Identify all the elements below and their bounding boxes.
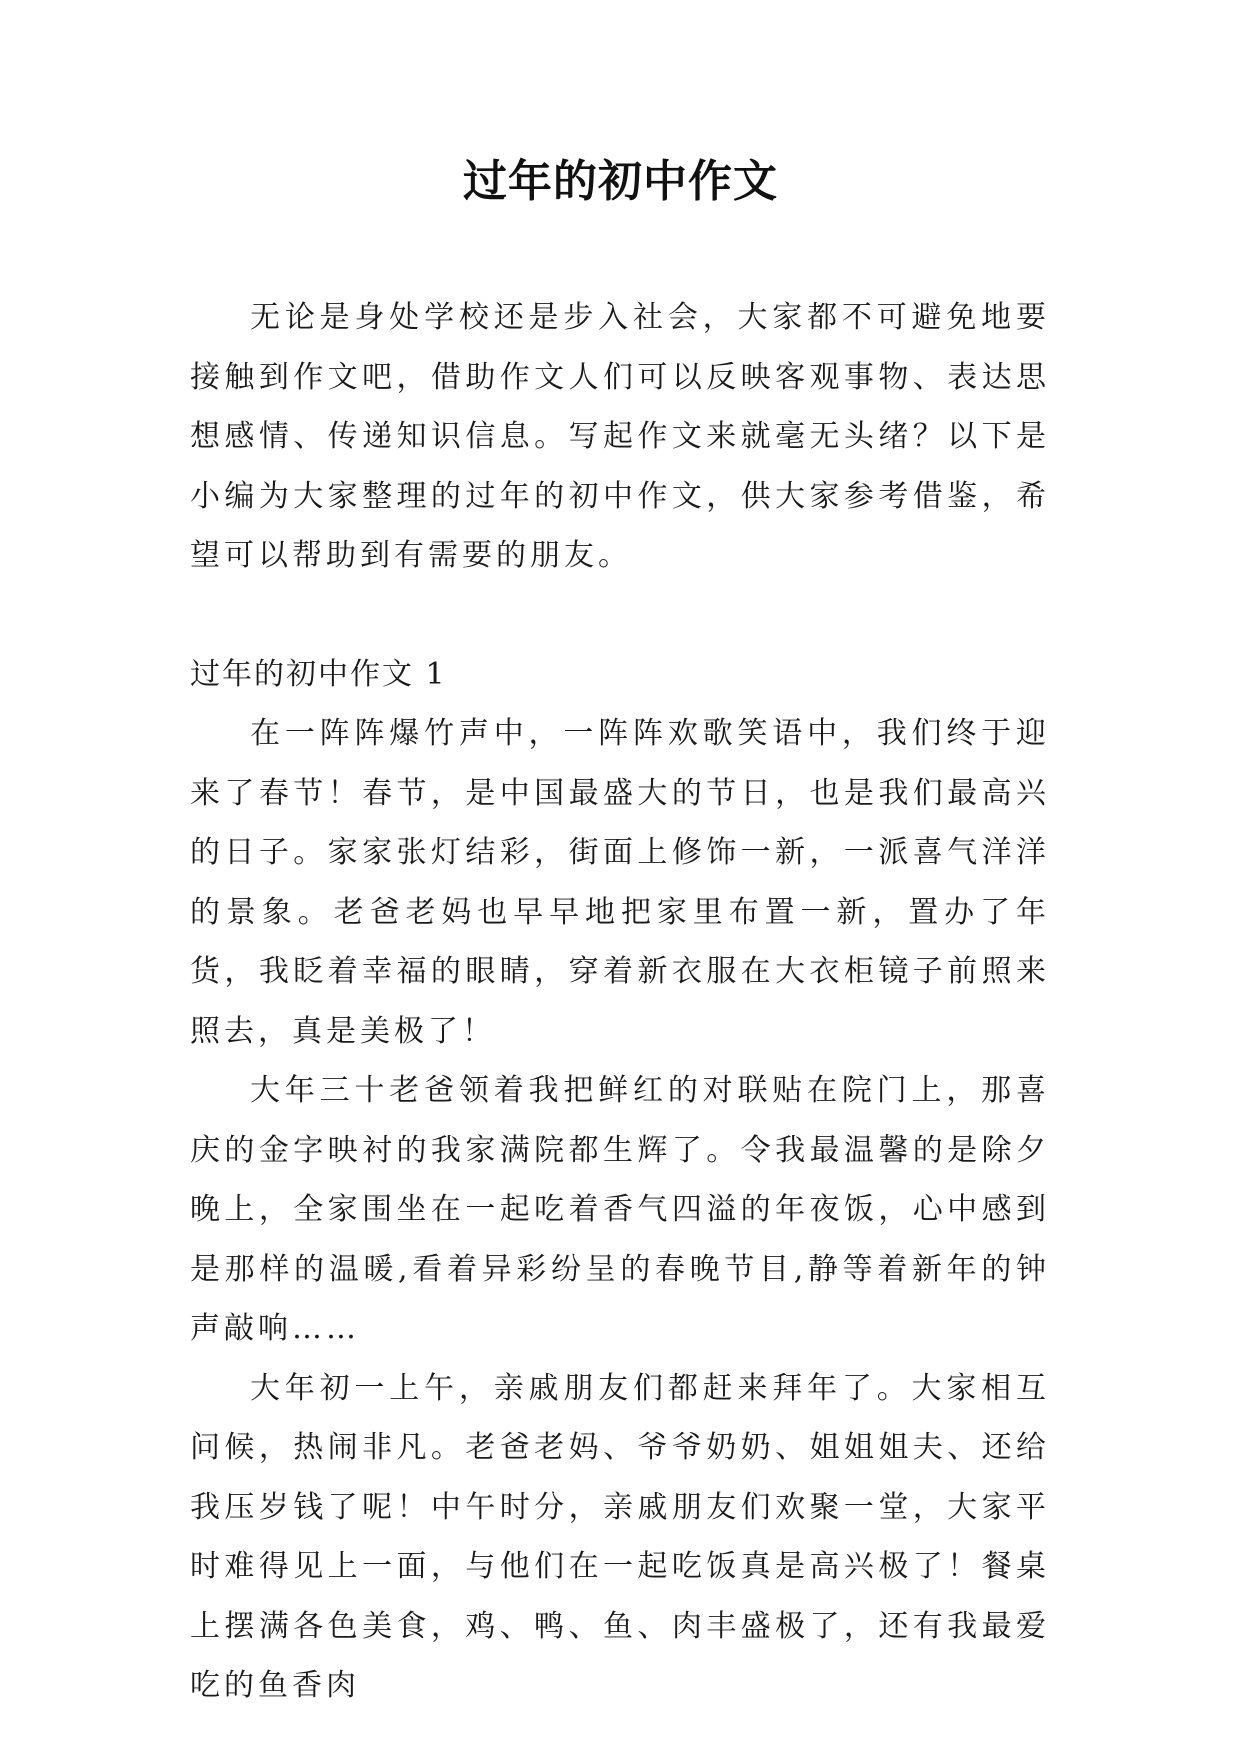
document-body [190, 288, 1050, 1716]
intro-paragraph: 无论是身处学校还是步入社会，大家都不可避免地要接触到作文吧，借助作文人们可以反映客观事物、表达思想感情、传递知识信息。写起作文来就毫无头绪？以下是小编为大家整理的过年的初中作文，供大家参考借鉴，希望可以帮助到有需要的朋友。 [190, 300, 1050, 573]
body-paragraph: 大年初一上午，亲戚朋友们都赶来拜年了。大家相互问候，热闹非凡。老爸老妈、爷爷奶奶、姐姐姐夫、还给我压岁钱了呢！中午时分，亲戚朋友们欢聚一堂，大家平时难得见上一面，与他们在一起吃饭真是高兴极了！餐桌上摆满各色美食，鸡、鸭、鱼、肉丰盛极了，还有我最爱吃的鱼香肉 [190, 1370, 1050, 1703]
body-paragraph: 大年三十老爸领着我把鲜红的对联贴在院门上，那喜庆的金字映衬的我家满院都生辉了。令我最温馨的是除夕晚上，全家围坐在一起吃着香气四溢的年夜饭，心中感到是那样的温暖,看着异彩纷呈的春晚节目,静等着新年的钟声敲响…… [190, 1073, 1050, 1346]
body-paragraph: 在一阵阵爆竹声中，一阵阵欢歌笑语中，我们终于迎来了春节！春节，是中国最盛大的节日，也是我们最高兴的日子。家家张灯结彩，街面上修饰一新，一派喜气洋洋的景象。老爸老妈也早早地把家里布置一新，置办了年货，我眨着幸福的眼睛，穿着新衣服在大衣柜镜子前照来照去，真是美极了！ [190, 716, 1050, 1049]
section-heading: 过年的初中作文 1 [190, 656, 447, 692]
document-title: 过年的初中作文 [463, 156, 778, 207]
